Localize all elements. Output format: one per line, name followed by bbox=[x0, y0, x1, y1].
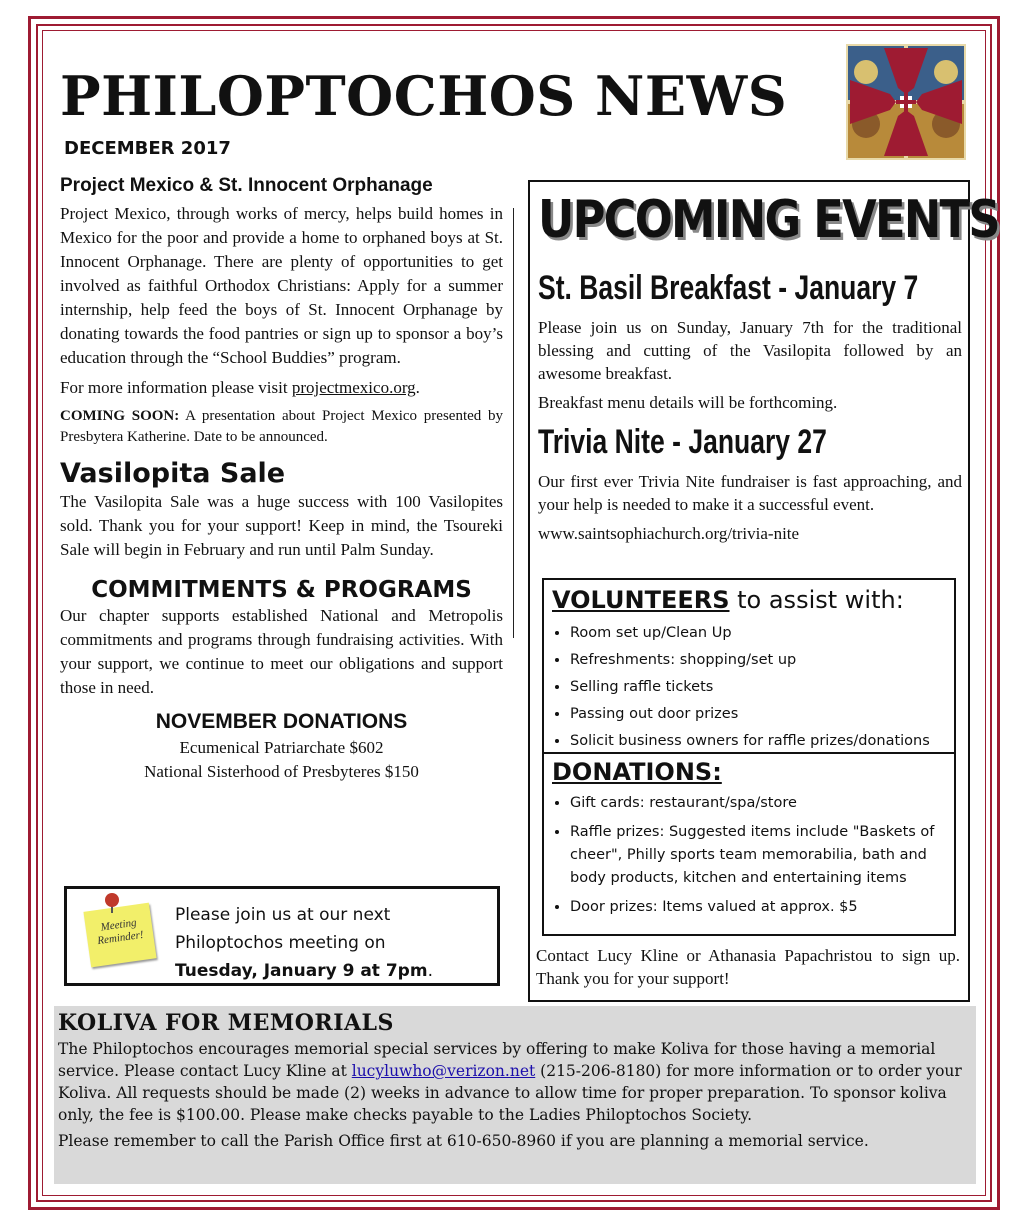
volunteers-box bbox=[542, 578, 956, 754]
more-info-prefix: For more information please visit bbox=[60, 378, 292, 397]
donations-list bbox=[544, 792, 954, 919]
meeting-date: Tuesday, January 9 at 7pm bbox=[175, 961, 428, 981]
contact-note: Contact Lucy Kline or Athanasia Papachristou to sign up. Thank you for your support! bbox=[536, 946, 960, 988]
email-link[interactable]: lucyluwho@verizon.net bbox=[351, 1062, 536, 1080]
reminder-line-1: Please join us at our next bbox=[175, 905, 391, 925]
note-line-2: Reminder! bbox=[96, 928, 145, 948]
volunteers-heading-bold: VOLUNTEERS bbox=[552, 586, 730, 614]
pushpin-icon bbox=[105, 893, 119, 907]
coming-soon-label: COMING SOON: bbox=[60, 408, 180, 424]
trivia-nite-url[interactable]: www.saintsophiachurch.org/trivia-nite bbox=[538, 524, 800, 543]
donations-heading: DONATIONS: bbox=[552, 758, 722, 786]
basil-breakfast-menu: Breakfast menu details will be forthcoming. bbox=[538, 393, 838, 412]
sticky-note-icon bbox=[83, 903, 156, 968]
project-mexico-more-info bbox=[60, 376, 503, 400]
reminder-text bbox=[175, 901, 433, 985]
masthead-title: PHILOPTOCHOS NEWS bbox=[60, 64, 788, 128]
november-donations-heading: NOVEMBER DONATIONS bbox=[155, 710, 408, 733]
coming-soon-note bbox=[60, 406, 503, 448]
donation-line: Ecumenical Patriarchate $602 bbox=[179, 738, 384, 757]
project-mexico-heading: Project Mexico & St. Innocent Orphanage bbox=[60, 175, 433, 196]
trivia-nite-body: Our first ever Trivia Nite fundraiser is fast approaching, and your help is needed to make it a successful event. bbox=[538, 472, 962, 514]
issue-date: DECEMBER 2017 bbox=[64, 138, 231, 159]
list-item: • Gift cards: restaurant/spa/store bbox=[570, 792, 954, 815]
events-body bbox=[538, 268, 962, 545]
basil-breakfast-heading: St. Basil Breakfast - January 7 bbox=[538, 269, 919, 307]
trivia-nite-heading: Trivia Nite - January 27 bbox=[538, 423, 827, 461]
koliva-body-part1: The Philoptochos encourages memorial special services by offering to make Koliva for those having a memorial service. Please contact Lucy Kline at bbox=[58, 1040, 936, 1080]
left-column bbox=[60, 172, 503, 784]
donations-box bbox=[542, 754, 956, 936]
koliva-body bbox=[58, 1038, 972, 1126]
coming-soon-text: A presentation about Project Mexico presented by Presbytera Katherine. Date to be announced. bbox=[60, 408, 504, 445]
meeting-reminder-box bbox=[64, 886, 500, 986]
column-divider bbox=[513, 208, 514, 638]
list-item: • Door prizes: Items valued at approx. $5 bbox=[570, 896, 954, 919]
reminder-line-2: Philoptochos meeting on bbox=[175, 933, 386, 953]
note-line-1: Meeting bbox=[99, 916, 138, 934]
list-item: • Selling raffle tickets bbox=[570, 674, 954, 701]
volunteers-heading-rest: to assist with: bbox=[729, 586, 904, 614]
koliva-heading: KOLIVA FOR MEMORIALS bbox=[58, 1010, 394, 1036]
icon-cross-logo bbox=[846, 44, 966, 160]
projectmexico-link[interactable]: projectmexico.org bbox=[291, 378, 416, 397]
volunteers-heading bbox=[552, 586, 954, 614]
commitments-heading: COMMITMENTS & PROGRAMS bbox=[91, 577, 472, 603]
volunteers-list bbox=[544, 620, 954, 755]
list-item: • Passing out door prizes bbox=[570, 701, 954, 728]
list-item: • Room set up/Clean Up bbox=[570, 620, 954, 647]
reminder-period: . bbox=[427, 961, 433, 981]
commitments-body: Our chapter supports established National and Metropolis commitments and programs through fundraising activities. With your support, we continue to meet our obligations and support those in need. bbox=[60, 606, 503, 697]
reminder-line-3 bbox=[175, 957, 433, 985]
vasilopita-heading: Vasilopita Sale bbox=[60, 458, 286, 489]
donation-line: National Sisterhood of Presbyteres $150 bbox=[144, 762, 419, 781]
list-item: • Raffle prizes: Suggested items include "Baskets of cheer", Philly sports team memorabilia, bath and body products, kitchen and entertaining items bbox=[570, 821, 954, 890]
list-item: • Solicit business owners for raffle prizes/donations bbox=[570, 728, 954, 755]
koliva-note: Please remember to call the Parish Office first at 610-650-8960 if you are planning a memorial service. bbox=[58, 1132, 869, 1150]
project-mexico-body: Project Mexico, through works of mercy, helps build homes in Mexico for the poor and provide a home to orphaned boys at St. Innocent Orphanage. There are plenty of opportunities to get involved as faithful Orthodox Christians: Apply for a summer internship, help feed the boys of St. Innocent Orphanage by donating towards the food pantries or sign up to sponsor a boy’s education through the “School Buddies” program. bbox=[60, 204, 503, 367]
koliva-body-part2: (215-206-8180) for more information or to order your Koliva. All requests should be made (2) weeks in advance to allow time for proper preparation. To sponsor koliva only, the fee is $100.00. Please make checks payable to the Ladies Philoptochos Society. bbox=[58, 1062, 962, 1124]
vasilopita-body: The Vasilopita Sale was a huge success with 100 Vasilopites sold. Thank you for your support! Keep in mind, the Tsoureki Sale will begin in February and run until Palm Sunday. bbox=[60, 492, 503, 559]
more-info-suffix: . bbox=[415, 378, 420, 397]
upcoming-events-heading: UPCOMING EVENTS bbox=[538, 190, 999, 250]
basil-breakfast-body: Please join us on Sunday, January 7th for the traditional blessing and cutting of the Vasilopita followed by an awesome breakfast. bbox=[538, 318, 962, 383]
koliva-section bbox=[54, 1006, 976, 1184]
list-item: • Refreshments: shopping/set up bbox=[570, 647, 954, 674]
